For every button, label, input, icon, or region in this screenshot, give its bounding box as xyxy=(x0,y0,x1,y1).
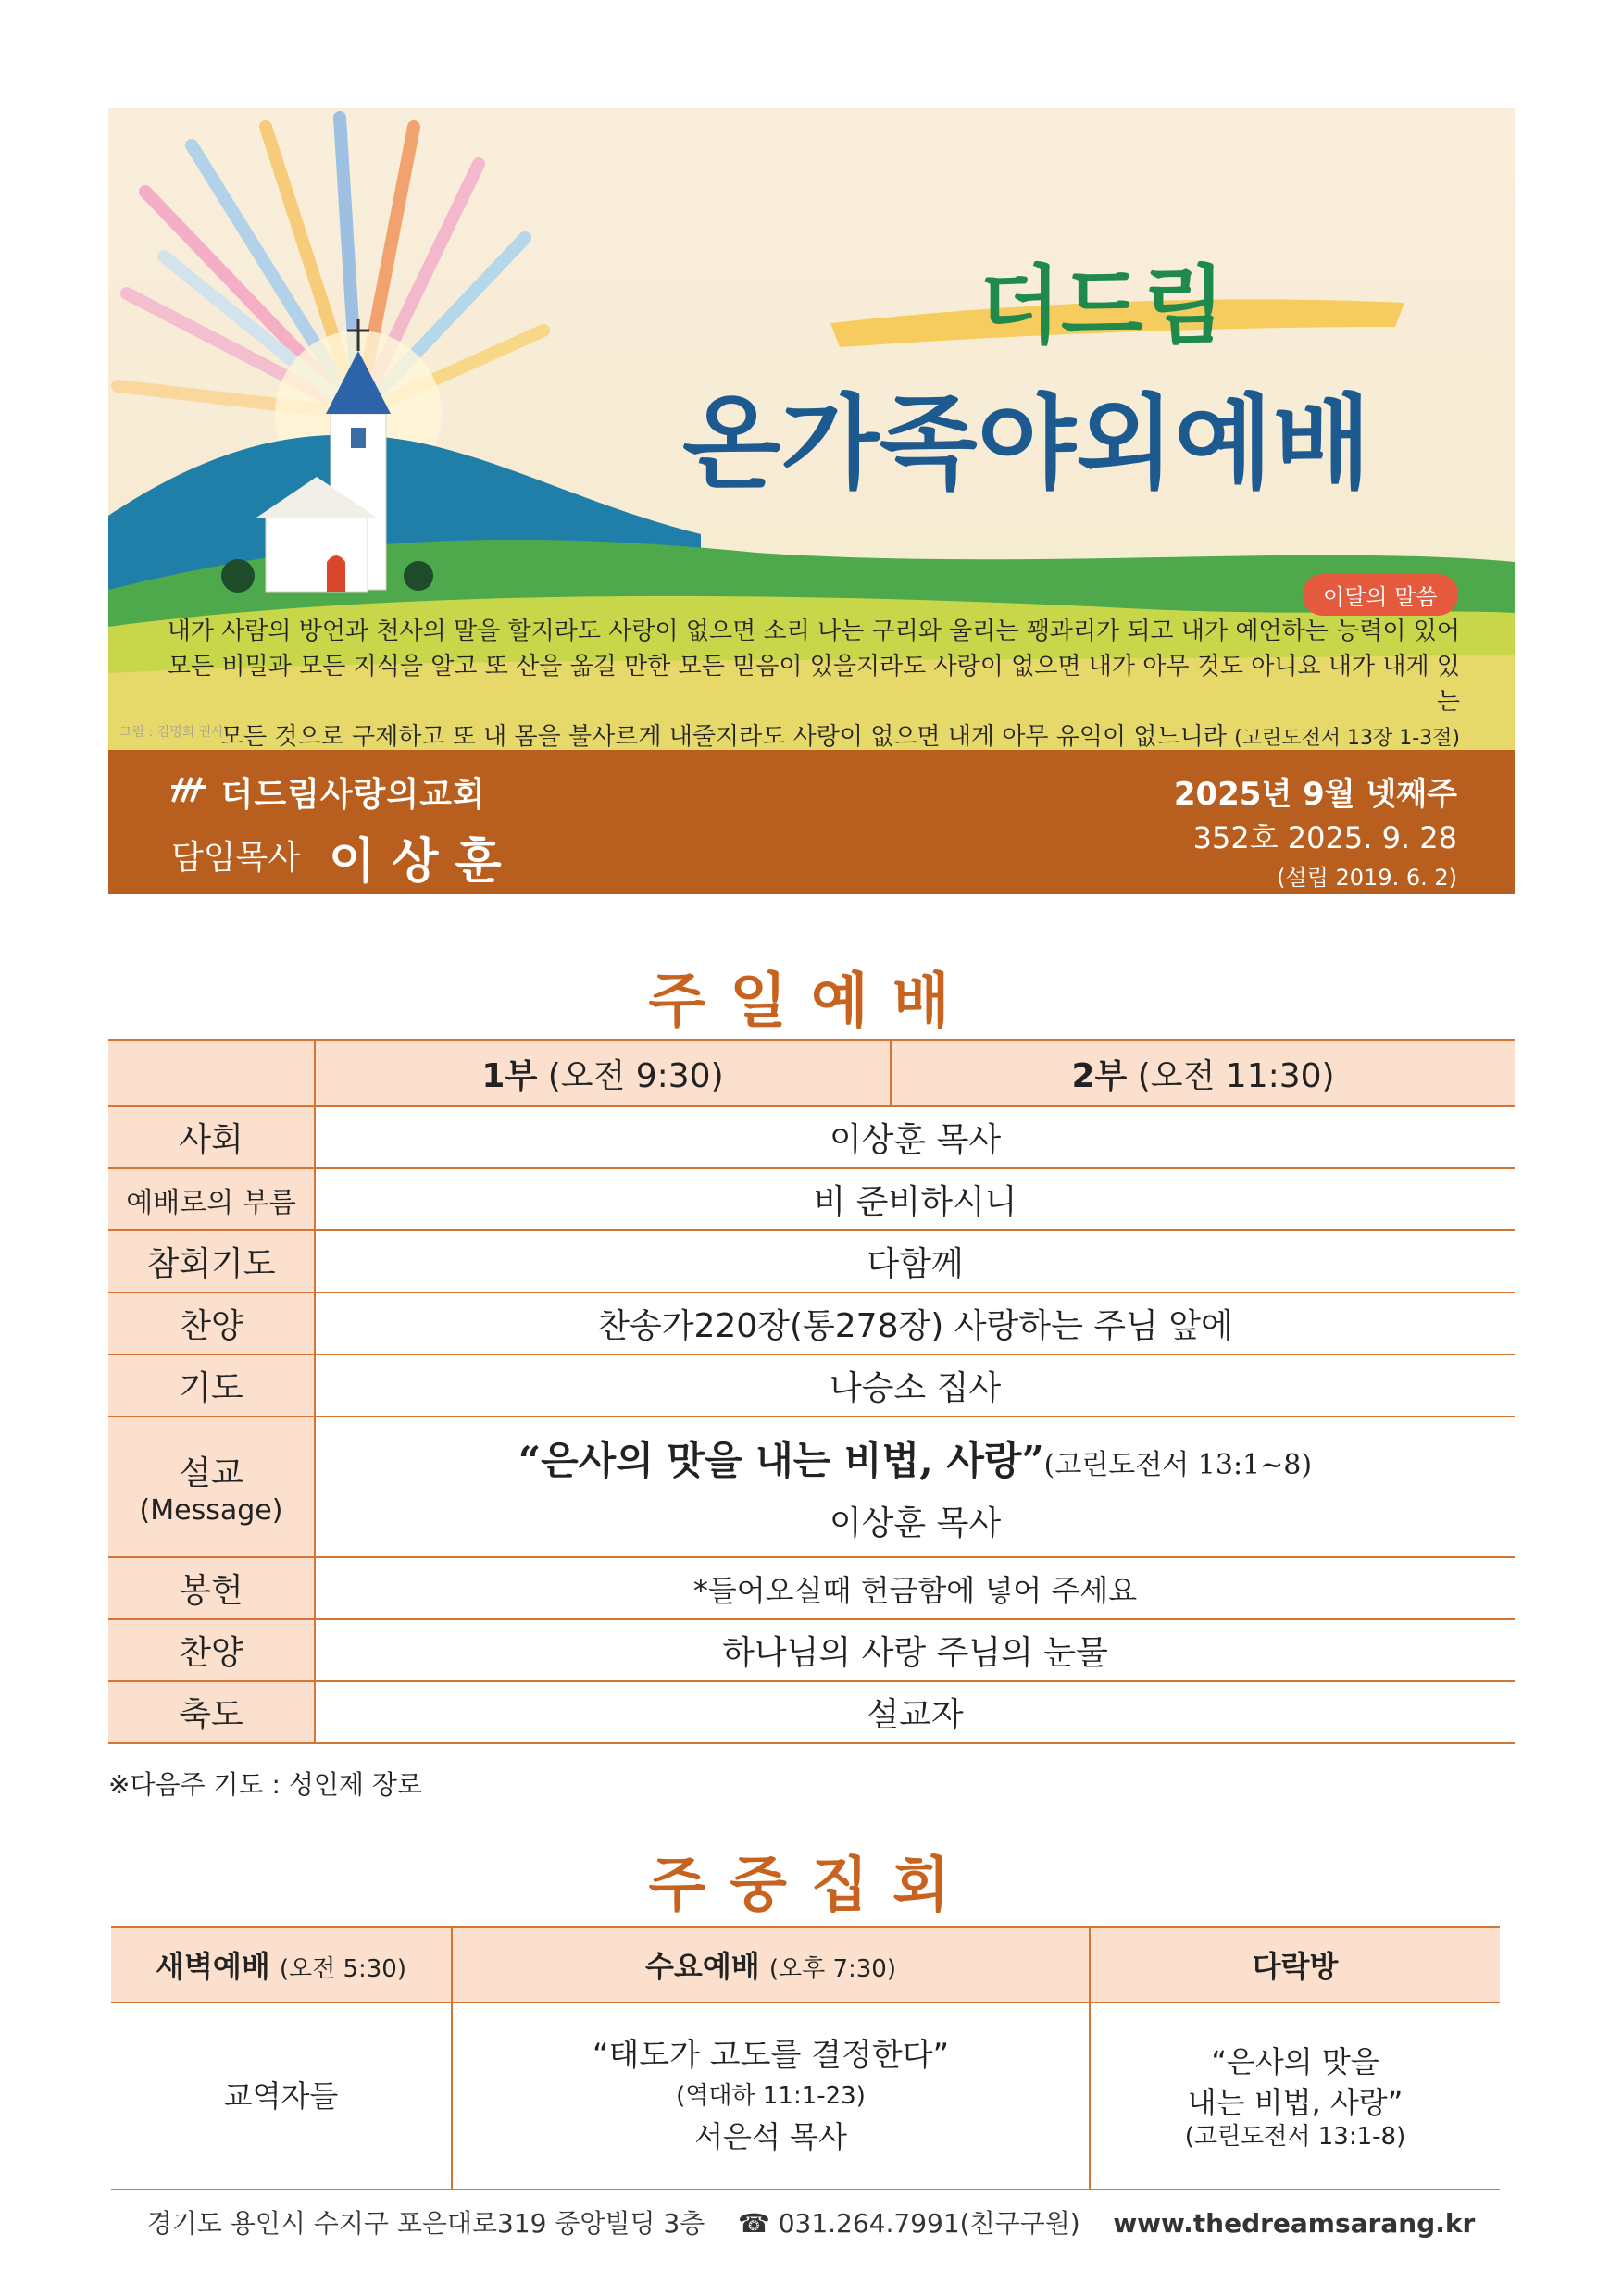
meeting-name: 수요예배 xyxy=(645,1949,760,1984)
row-label: 축도 xyxy=(108,1681,315,1743)
message-row xyxy=(108,1416,1515,1557)
verse-line: 모든 비밀과 모든 지식을 알고 또 산을 옮길 만한 모든 믿음이 있을지라도 사랑이 없으면 내가 아무 것도 아니요 내가 내게 있는 xyxy=(168,653,1460,716)
sunday-order-table xyxy=(108,1039,1515,1744)
verse-badge: 이달의 말씀 xyxy=(1303,574,1458,616)
service-time: (오전 9:30) xyxy=(547,1056,724,1095)
row-value: 설교자 xyxy=(315,1681,1515,1743)
church-logo xyxy=(169,768,486,816)
row-value: 나승소 집사 xyxy=(315,1354,1515,1416)
issue-number-date: 352호 2025. 9. 28 xyxy=(1192,820,1457,855)
row-label: 설교 xyxy=(179,1454,243,1492)
service-name: 1부 xyxy=(481,1056,538,1095)
table-row xyxy=(108,1557,1515,1619)
pastor-name: 이상훈 xyxy=(329,834,518,890)
meeting-time: (오후 7:30) xyxy=(768,1955,896,1983)
row-label: 기도 xyxy=(108,1354,315,1416)
hero-title-line1: 더드림 xyxy=(979,256,1226,356)
table-row xyxy=(108,1292,1515,1354)
darak-reference: (고린도전서 13:1-8) xyxy=(1184,2123,1406,2151)
wednesday-header xyxy=(452,1927,1090,2003)
darak-header xyxy=(1090,1927,1500,2003)
message-value-cell xyxy=(315,1416,1515,1557)
pastor-role: 담임목사 xyxy=(171,839,301,877)
row-label-en: (Message) xyxy=(139,1494,283,1527)
service-name: 2부 xyxy=(1071,1056,1128,1095)
message-label-cell xyxy=(108,1416,315,1557)
issue-week: 2025년 9월 넷째주 xyxy=(1173,776,1457,813)
founded-date: (설립 2019. 6. 2) xyxy=(1277,865,1457,891)
dawn-leader: 교역자들 xyxy=(111,2003,452,2190)
row-value: 이상훈 목사 xyxy=(315,1106,1515,1168)
wednesday-sermon: “태도가 고도를 결정한다” xyxy=(592,2037,950,2074)
table-row xyxy=(108,1619,1515,1681)
row-value: 하나님의 사랑 주님의 눈물 xyxy=(315,1619,1515,1681)
verse-line: 모든 것으로 구제하고 또 내 몸을 불사르게 내줄지라도 사랑이 없으면 내게 아무 유익이 없느니라 xyxy=(219,723,1227,750)
table-header-row xyxy=(108,1040,1515,1106)
sermon-title: “은사의 맛을 내는 비법, 사랑” xyxy=(518,1437,1044,1483)
verse-reference: (고린도전서 13장 1-3절) xyxy=(1234,727,1460,750)
footer xyxy=(0,2203,1622,2240)
church-logo-icon xyxy=(169,774,208,805)
hero-banner xyxy=(108,108,1515,750)
artist-credit: 그림 : 김명희 권사 xyxy=(119,725,224,740)
table-row xyxy=(108,1106,1515,1168)
next-week-prayer-note: ※다음주 기도 : 성인제 장로 xyxy=(108,1769,422,1800)
weekday-meetings-table xyxy=(111,1926,1500,2190)
meeting-name: 다락방 xyxy=(1252,1949,1339,1984)
meeting-time: (오전 5:30) xyxy=(279,1955,406,1983)
church-address: 경기도 용인시 수지구 포은대로319 중앙빌딩 3층 xyxy=(146,2208,705,2239)
row-label: 찬양 xyxy=(108,1619,315,1681)
row-value: 비 준비하시니 xyxy=(315,1168,1515,1230)
row-label: 참회기도 xyxy=(108,1230,315,1292)
verse-line: 내가 사람의 방언과 천사의 말을 할지라도 사랑이 없으면 소리 나는 구리와 울리는 꽹과리가 되고 내가 예언하는 능력이 있어 xyxy=(167,618,1460,645)
meeting-name: 새벽예배 xyxy=(156,1949,270,1984)
table-row xyxy=(108,1230,1515,1292)
service-time: (오전 11:30) xyxy=(1137,1056,1335,1095)
row-label: 예배로의 부름 xyxy=(108,1168,315,1230)
darak-sermon-line: 내는 비법, 사랑” xyxy=(1187,2085,1404,2120)
website-link[interactable]: www.thedreamsarang.kr xyxy=(1113,2208,1476,2239)
row-label: 봉헌 xyxy=(108,1557,315,1619)
table-row xyxy=(108,1681,1515,1743)
row-value: *들어오실때 헌금함에 넣어 주세요 xyxy=(315,1557,1515,1619)
wednesday-preacher: 서은석 목사 xyxy=(694,2119,847,2154)
row-label: 사회 xyxy=(108,1106,315,1168)
wednesday-reference: (역대하 11:1-23) xyxy=(676,2082,866,2110)
service-1-header xyxy=(315,1040,891,1106)
row-label: 찬양 xyxy=(108,1292,315,1354)
table-row xyxy=(108,1354,1515,1416)
preacher: 이상훈 목사 xyxy=(829,1504,1002,1542)
table-row xyxy=(111,2003,1500,2190)
darak-cell xyxy=(1090,2003,1500,2190)
church-name: 더드림사랑의교회 xyxy=(220,776,486,814)
sunday-worship-title: 주일예배 xyxy=(648,967,974,1036)
verse-text xyxy=(164,614,1460,750)
table-header-row xyxy=(111,1927,1500,2003)
row-value: 다함께 xyxy=(315,1230,1515,1292)
row-value: 찬송가220장(통278장) 사랑하는 주님 앞에 xyxy=(315,1292,1515,1354)
table-corner-cell xyxy=(108,1040,315,1106)
wednesday-cell xyxy=(452,2003,1090,2190)
weekday-meetings-title: 주중집회 xyxy=(648,1852,974,1920)
darak-sermon-line: “은사의 맛을 xyxy=(1211,2044,1379,2079)
sermon-reference: (고린도전서 13:1~8) xyxy=(1043,1448,1313,1481)
service-2-header xyxy=(891,1040,1515,1106)
church-phone: ☎ 031.264.7991(친구구원) xyxy=(737,2208,1080,2239)
table-row xyxy=(108,1168,1515,1230)
hero-title-line2: 온가족야외예배 xyxy=(682,384,1371,503)
church-info-bar xyxy=(108,750,1515,894)
dawn-header xyxy=(111,1927,452,2003)
